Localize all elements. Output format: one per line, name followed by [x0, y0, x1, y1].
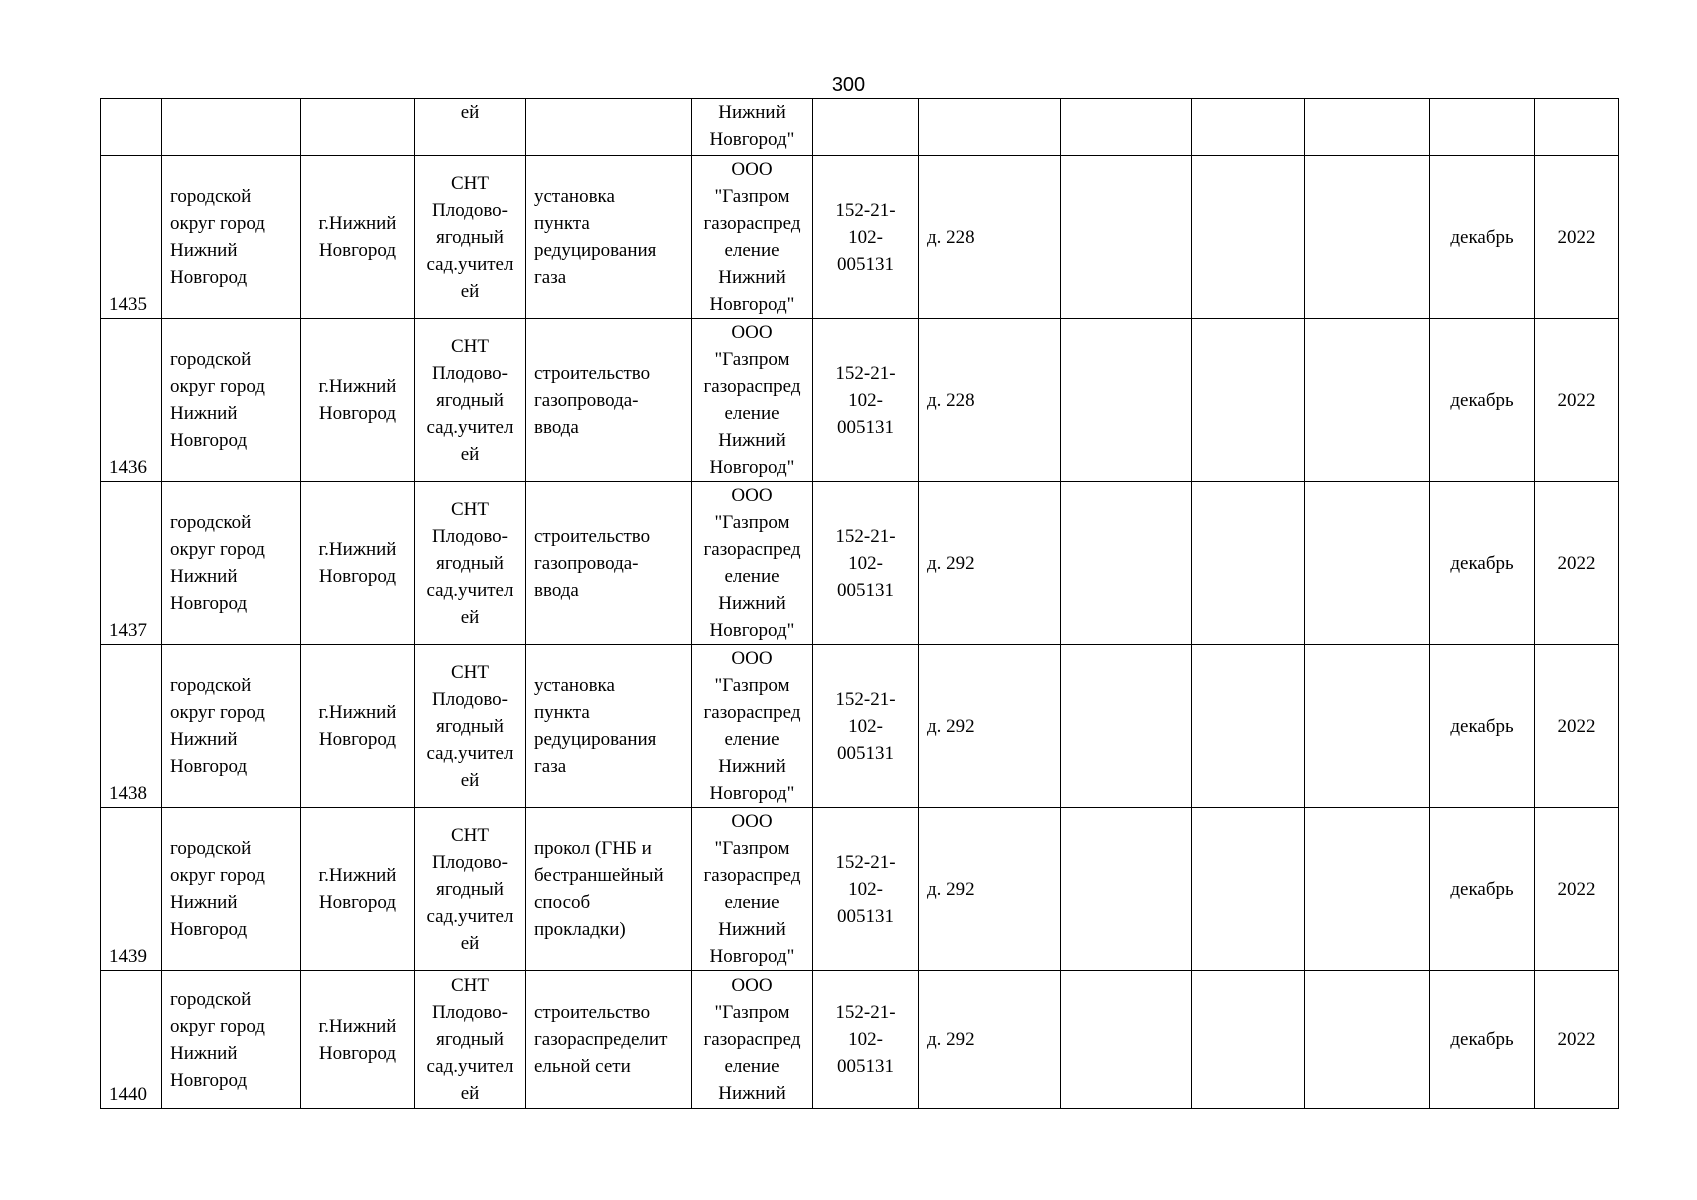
cell-empty-2 — [1192, 482, 1305, 645]
settlement-text: СНТ Плодово- ягодный сад.учител ей — [426, 335, 514, 465]
code-text: 152-21- 102- 005131 — [835, 1002, 896, 1077]
cell-address — [919, 971, 1061, 1109]
district-text: городской округ город Нижний Новгород — [170, 988, 265, 1091]
cell-address — [919, 808, 1061, 971]
cell-empty-2 — [1192, 319, 1305, 482]
table-row — [101, 482, 1619, 645]
cell-operator — [692, 971, 813, 1109]
table-row — [101, 971, 1619, 1109]
operator-text: ООО "Газпром газораспред еление Нижний Новгород" — [703, 648, 801, 804]
cell-num — [101, 645, 162, 808]
year-text: 2022 — [1557, 389, 1596, 411]
cell-empty-1 — [1061, 482, 1192, 645]
settlement-text: СНТ Плодово- ягодный сад.учител ей — [426, 975, 514, 1104]
month-text: декабрь — [1450, 389, 1514, 411]
address-text: д. 292 — [927, 1029, 975, 1050]
city-text: г.Нижний Новгород — [318, 539, 397, 587]
code-text: 152-21- 102- 005131 — [835, 851, 896, 927]
num-text: 1440 — [109, 1084, 147, 1105]
cell-address — [919, 156, 1061, 319]
cell-city — [301, 808, 415, 971]
address-text: д. 228 — [927, 226, 975, 248]
cell-empty-1 — [1061, 971, 1192, 1109]
cell-address — [919, 319, 1061, 482]
cell-district — [162, 482, 301, 645]
operator-text: ООО "Газпром газораспред еление Нижний Новгород" — [703, 159, 801, 315]
num-text: 1436 — [109, 457, 147, 478]
cell-empty-2 — [1192, 99, 1305, 156]
cell-month — [1430, 156, 1535, 319]
cell-year — [1535, 99, 1619, 156]
year-text: 2022 — [1557, 878, 1596, 900]
cell-settlement — [415, 808, 526, 971]
cell-month — [1430, 971, 1535, 1109]
work-text: установка пункта редуцирования газа — [534, 186, 657, 288]
settlement-text: СНТ Плодово- ягодный сад.учител ей — [426, 661, 514, 791]
month-text: декабрь — [1450, 226, 1514, 248]
table-row — [101, 156, 1619, 319]
cell-empty-3 — [1305, 645, 1430, 808]
district-text: городской округ город Нижний Новгород — [170, 349, 265, 451]
page-number: 300 — [831, 74, 866, 96]
district-text: городской округ город Нижний Новгород — [170, 512, 265, 614]
cell-city — [301, 645, 415, 808]
settlement-text: СНТ Плодово- ягодный сад.учител ей — [426, 498, 514, 628]
num-text: 1438 — [109, 783, 147, 804]
cell-empty-1 — [1061, 645, 1192, 808]
cell-work — [526, 156, 692, 319]
cell-operator — [692, 808, 813, 971]
work-text: строительство газораспределит ельной сети — [534, 1002, 668, 1077]
cell-year — [1535, 808, 1619, 971]
cell-num — [101, 808, 162, 971]
cell-settlement — [415, 99, 526, 156]
operator-text: ООО "Газпром газораспред еление Нижний Новгород" — [703, 322, 801, 478]
cell-empty-1 — [1061, 156, 1192, 319]
cell-city — [301, 156, 415, 319]
month-text: декабрь — [1450, 1029, 1514, 1050]
district-text: городской округ город Нижний Новгород — [170, 838, 265, 940]
month-text: декабрь — [1450, 878, 1514, 900]
operator-text: ООО "Газпром газораспред еление Нижний — [703, 975, 801, 1104]
cell-work — [526, 645, 692, 808]
cell-district — [162, 808, 301, 971]
cell-city — [301, 99, 415, 156]
cell-operator — [692, 99, 813, 156]
cell-empty-2 — [1192, 808, 1305, 971]
work-text: установка пункта редуцирования газа — [534, 675, 657, 777]
cell-empty-3 — [1305, 319, 1430, 482]
cell-month — [1430, 482, 1535, 645]
cell-operator — [692, 645, 813, 808]
cell-empty-2 — [1192, 156, 1305, 319]
table-row — [101, 645, 1619, 808]
cell-year — [1535, 156, 1619, 319]
cell-empty-3 — [1305, 99, 1430, 156]
cell-code — [813, 319, 919, 482]
cell-work — [526, 319, 692, 482]
cell-address — [919, 482, 1061, 645]
cell-operator — [692, 156, 813, 319]
gasification-schedule-table — [100, 98, 1619, 1109]
cell-empty-1 — [1061, 808, 1192, 971]
cell-code — [813, 156, 919, 319]
cell-num — [101, 99, 162, 156]
city-text: г.Нижний Новгород — [318, 376, 397, 424]
cell-district — [162, 99, 301, 156]
month-text: декабрь — [1450, 715, 1514, 737]
cell-year — [1535, 319, 1619, 482]
cell-num — [101, 482, 162, 645]
city-text: г.Нижний Новгород — [318, 213, 397, 261]
cell-num — [101, 319, 162, 482]
cell-month — [1430, 645, 1535, 808]
cell-district — [162, 645, 301, 808]
cell-code — [813, 808, 919, 971]
cell-code — [813, 99, 919, 156]
cell-year — [1535, 971, 1619, 1109]
settlement-text: ей — [460, 102, 480, 123]
cell-work — [526, 971, 692, 1109]
district-text: городской округ город Нижний Новгород — [170, 186, 265, 288]
city-text: г.Нижний Новгород — [318, 702, 397, 750]
code-text: 152-21- 102- 005131 — [835, 199, 896, 275]
cell-city — [301, 482, 415, 645]
city-text: г.Нижний Новгород — [318, 1015, 397, 1064]
district-text: городской округ город Нижний Новгород — [170, 675, 265, 777]
table-row — [101, 808, 1619, 971]
table-body — [101, 99, 1619, 1109]
cell-district — [162, 156, 301, 319]
code-text: 152-21- 102- 005131 — [835, 362, 896, 438]
cell-empty-2 — [1192, 971, 1305, 1109]
cell-district — [162, 971, 301, 1109]
year-text: 2022 — [1557, 552, 1596, 574]
cell-empty-3 — [1305, 808, 1430, 971]
operator-text: ООО "Газпром газораспред еление Нижний Новгород" — [703, 485, 801, 641]
cell-settlement — [415, 482, 526, 645]
month-text: декабрь — [1450, 552, 1514, 574]
cell-work — [526, 99, 692, 156]
cell-empty-1 — [1061, 319, 1192, 482]
address-text: д. 292 — [927, 715, 975, 737]
cell-empty-3 — [1305, 156, 1430, 319]
year-text: 2022 — [1557, 715, 1596, 737]
cell-work — [526, 482, 692, 645]
cell-settlement — [415, 645, 526, 808]
cell-operator — [692, 482, 813, 645]
num-text: 1435 — [109, 294, 147, 315]
cell-empty-2 — [1192, 645, 1305, 808]
cell-address — [919, 645, 1061, 808]
year-text: 2022 — [1557, 1029, 1596, 1050]
cell-num — [101, 156, 162, 319]
cell-year — [1535, 645, 1619, 808]
cell-month — [1430, 808, 1535, 971]
cell-settlement — [415, 319, 526, 482]
address-text: д. 228 — [927, 389, 975, 411]
cell-code — [813, 971, 919, 1109]
work-text: строительство газопровода- ввода — [534, 362, 651, 438]
continuation-row — [101, 99, 1619, 156]
cell-num — [101, 971, 162, 1109]
city-text: г.Нижний Новгород — [318, 865, 397, 913]
cell-empty-3 — [1305, 971, 1430, 1109]
code-text: 152-21- 102- 005131 — [835, 688, 896, 764]
cell-empty-3 — [1305, 482, 1430, 645]
work-text: строительство газопровода- ввода — [534, 525, 651, 601]
address-text: д. 292 — [927, 552, 975, 574]
cell-code — [813, 645, 919, 808]
cell-operator — [692, 319, 813, 482]
cell-city — [301, 319, 415, 482]
cell-code — [813, 482, 919, 645]
cell-district — [162, 319, 301, 482]
cell-settlement — [415, 156, 526, 319]
cell-address — [919, 99, 1061, 156]
cell-month — [1430, 319, 1535, 482]
table-row — [101, 319, 1619, 482]
work-text: прокол (ГНБ и бестраншейный способ прокладки) — [534, 838, 664, 940]
num-text: 1437 — [109, 620, 147, 641]
cell-work — [526, 808, 692, 971]
num-text: 1439 — [109, 946, 147, 967]
operator-text: ООО "Газпром газораспред еление Нижний Новгород" — [703, 811, 801, 967]
year-text: 2022 — [1557, 226, 1596, 248]
code-text: 152-21- 102- 005131 — [835, 525, 896, 601]
cell-empty-1 — [1061, 99, 1192, 156]
cell-month — [1430, 99, 1535, 156]
settlement-text: СНТ Плодово- ягодный сад.учител ей — [426, 824, 514, 954]
settlement-text: СНТ Плодово- ягодный сад.учител ей — [426, 172, 514, 302]
address-text: д. 292 — [927, 878, 975, 900]
cell-year — [1535, 482, 1619, 645]
cell-city — [301, 971, 415, 1109]
operator-text: Нижний Новгород" — [709, 102, 795, 150]
cell-settlement — [415, 971, 526, 1109]
